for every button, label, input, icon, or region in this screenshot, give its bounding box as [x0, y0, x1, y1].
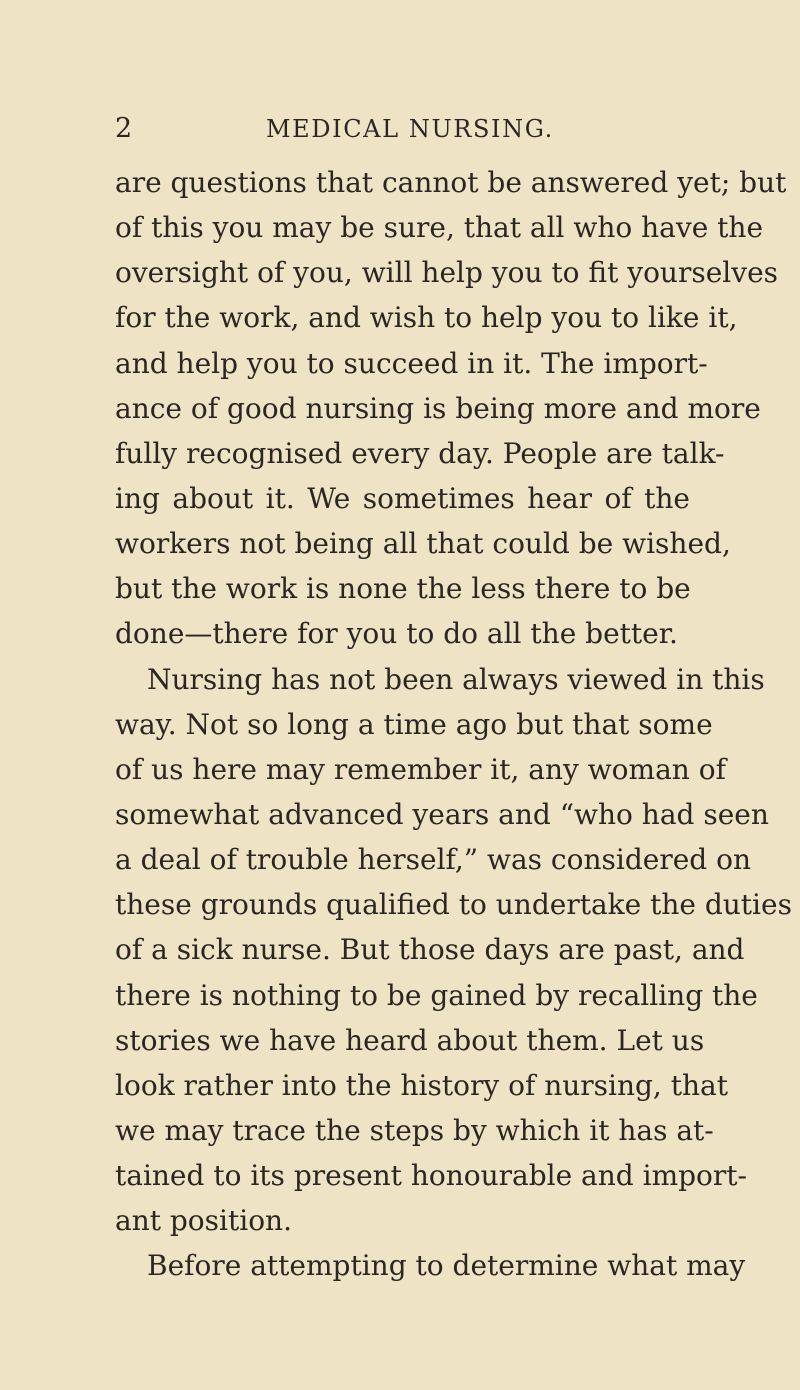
text-line: done—there for you to do all the better. — [115, 617, 678, 651]
paragraph-start-line: Before attempting to determine what may — [147, 1249, 746, 1283]
text-line: for the work, and wish to help you to like it, — [115, 301, 738, 335]
text-line: ing about it. We sometimes hear of the — [115, 481, 690, 515]
text-line: oversight of you, will help you to fit yourselves — [115, 256, 779, 290]
text-line: of a sick nurse. But those days are past, and — [115, 933, 745, 967]
text-line: way. Not so long a time ago but that some — [115, 707, 713, 741]
text-line: we may trace the steps by which it has at- — [115, 1113, 714, 1147]
text-line: and help you to succeed in it. The import- — [115, 346, 708, 380]
running-title: MEDICAL NURSING. — [266, 115, 554, 143]
body-text — [115, 160, 792, 1289]
text-line: fully recognised every day. People are talk- — [115, 436, 725, 470]
text-line: of this you may be sure, that all who have the — [115, 211, 764, 245]
text-line: but the work is none the less there to be — [115, 572, 691, 606]
running-head — [115, 111, 685, 147]
text-line: these grounds qualified to undertake the duties — [115, 888, 792, 922]
text-line: there is nothing to be gained by recalling the — [115, 978, 758, 1012]
text-line: are questions that cannot be answered yet; but — [115, 166, 787, 199]
paragraph-start-line: Nursing has not been always viewed in this — [147, 662, 765, 696]
text-line: stories we have heard about them. Let us — [115, 1023, 705, 1057]
text-line: ance of good nursing is being more and more — [115, 391, 761, 425]
text-line: a deal of trouble herself,” was considered on — [115, 843, 751, 877]
page-number: 2 — [115, 113, 133, 144]
text-line: look rather into the history of nursing, that — [115, 1068, 728, 1102]
text-line: tained to its present honourable and import- — [115, 1159, 747, 1193]
text-line: of us here may remember it, any woman of — [115, 752, 726, 786]
text-line: workers not being all that could be wished, — [115, 527, 731, 561]
text-line: somewhat advanced years and “who had seen — [115, 797, 769, 831]
text-line: ant position. — [115, 1204, 292, 1238]
